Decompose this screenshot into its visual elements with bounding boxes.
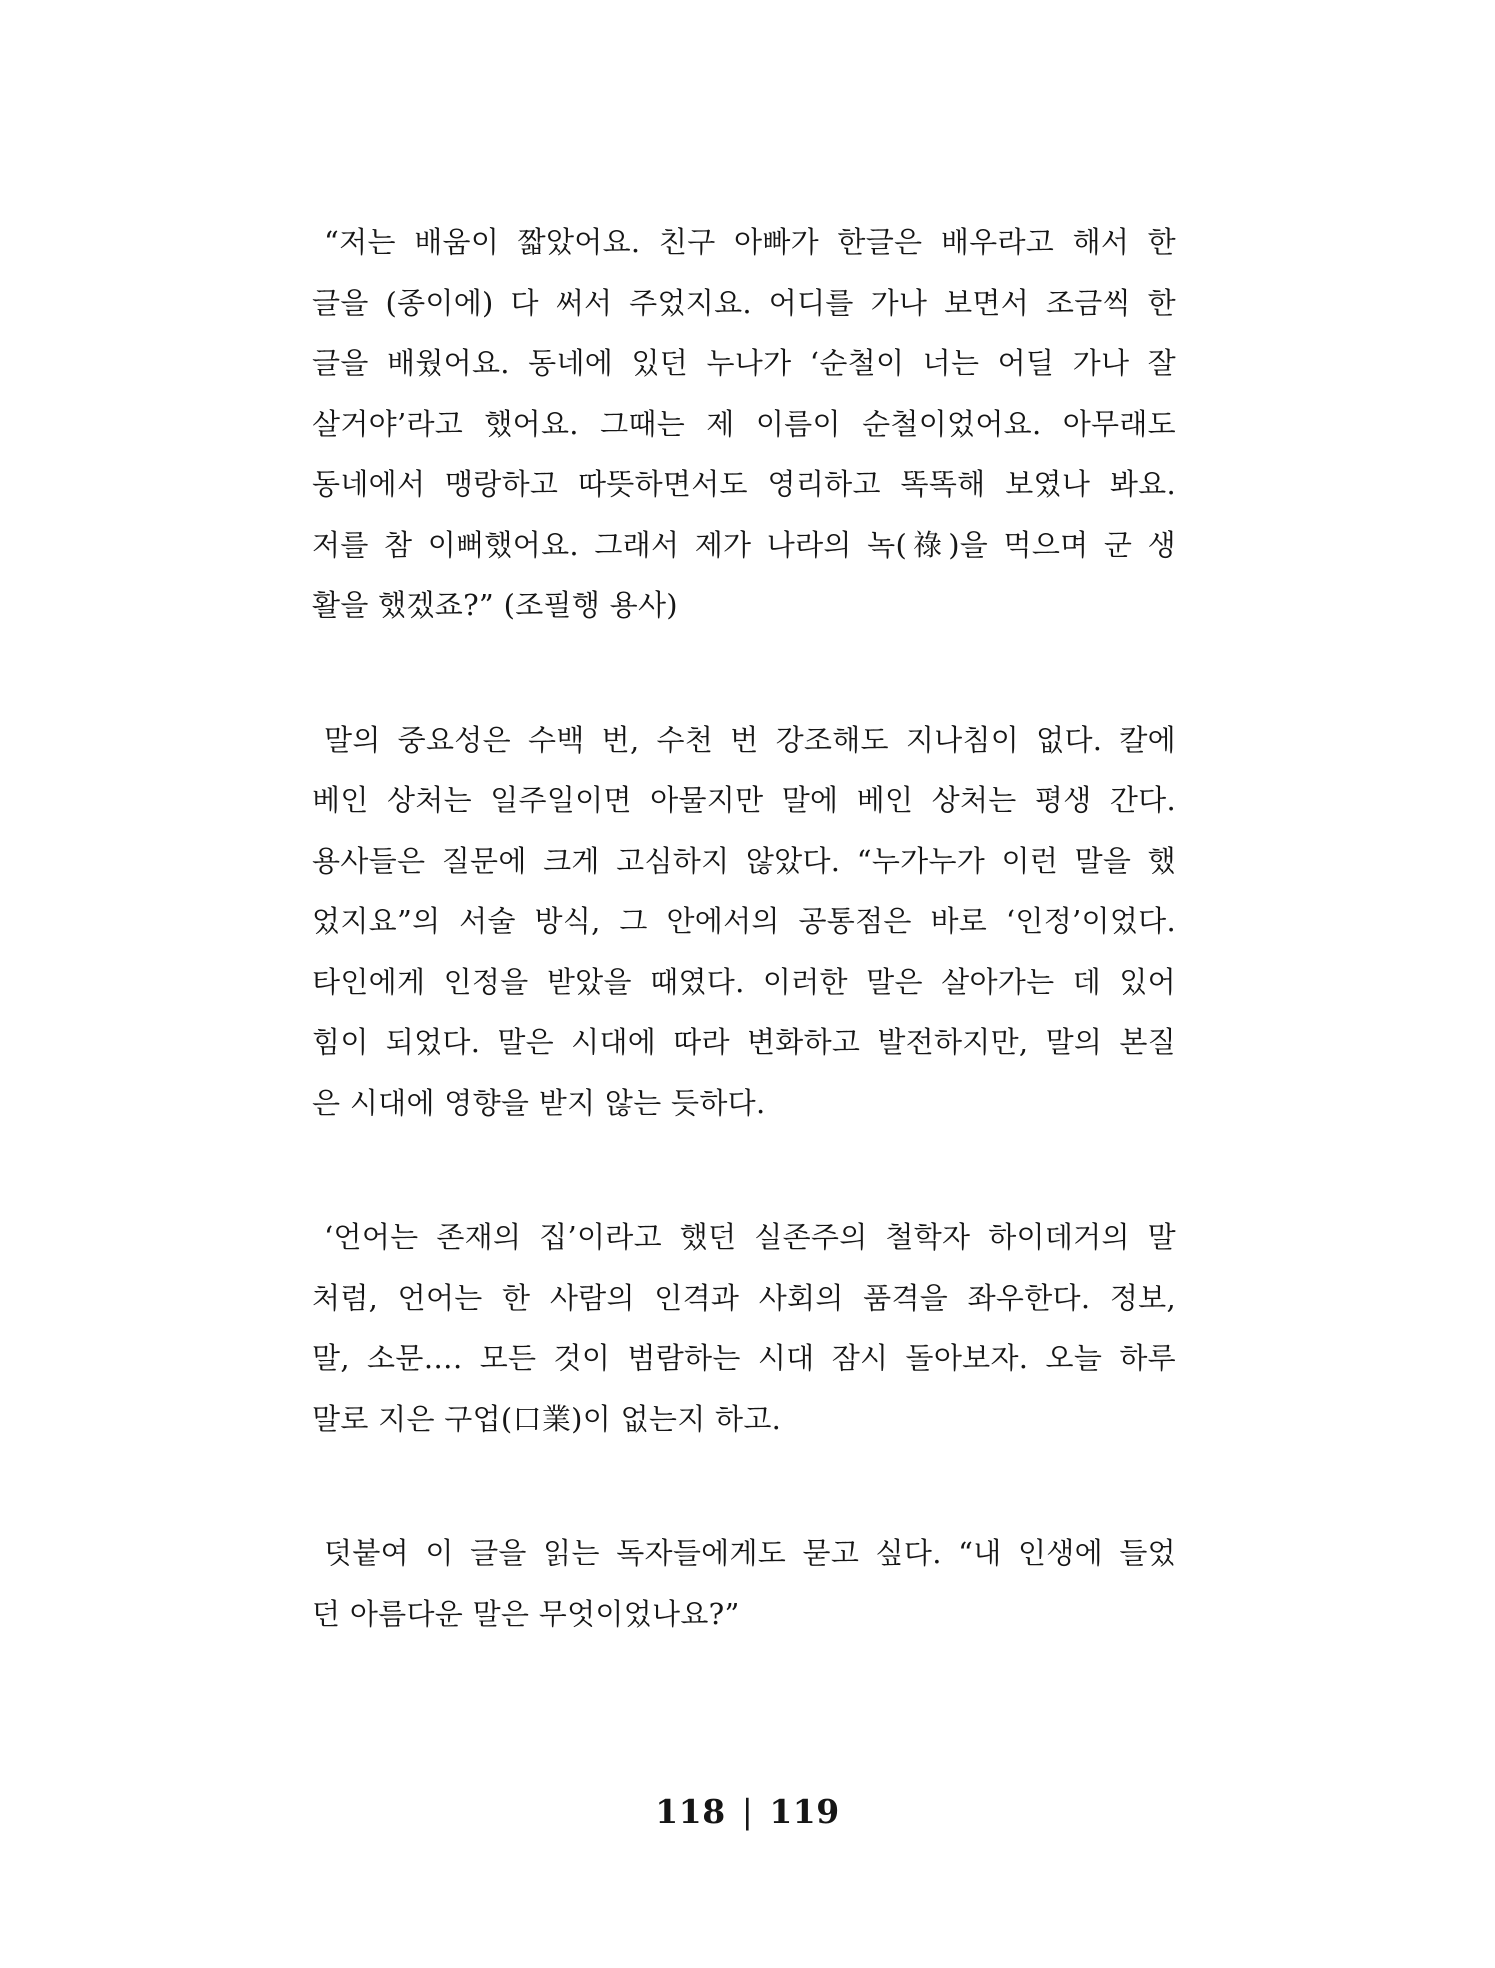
- text-line: 말의 중요성은 수백 번, 수천 번 강조해도 지나침이 없다. 칼에: [324, 722, 1176, 757]
- text-line: 베인 상처는 일주일이면 아물지만 말에 베인 상처는 평생 간다.: [312, 783, 1176, 817]
- text-line: “저는 배움이 짧았어요. 친구 아빠가 한글은 배우라고 해서 한: [324, 225, 1176, 259]
- text-line: 살거야’라고 했어요. 그때는 제 이름이 순철이었어요. 아무래도: [312, 406, 1176, 441]
- paragraph-question-to-reader: [312, 1523, 1176, 1644]
- text-line: 저를 참 이뻐했어요. 그래서 제가 나라의 녹(祿)을 먹으며 군 생: [312, 527, 1176, 562]
- text-line: 글을 배웠어요. 동네에 있던 누나가 ‘순철이 너는 어딜 가나 잘: [312, 346, 1176, 380]
- text-line: 말, 소문…. 모든 것이 범람하는 시대 잠시 돌아보자. 오늘 하루: [312, 1341, 1176, 1375]
- page-number-separator: |: [741, 1792, 754, 1831]
- paragraph-quote-jo: [312, 212, 1176, 636]
- page-number: [0, 1792, 1495, 1831]
- text-line: 동네에서 맹랑하고 따뜻하면서도 영리하고 똑똑해 보였나 봐요.: [312, 467, 1176, 501]
- text-line: ‘언어는 존재의 집’이라고 했던 실존주의 철학자 하이데거의 말: [324, 1220, 1176, 1254]
- text-line: 덧붙여 이 글을 읽는 독자들에게도 묻고 싶다. “내 인생에 들었: [324, 1536, 1176, 1570]
- paragraph-importance-of-words: [312, 710, 1176, 1134]
- page-number-left: 118: [655, 1792, 726, 1831]
- text-line: 활을 했겠죠?” (조필행 용사): [312, 588, 678, 622]
- text-line: 던 아름다운 말은 무엇이었나요?”: [312, 1596, 740, 1631]
- text-line: 처럼, 언어는 한 사람의 인격과 사회의 품격을 좌우한다. 정보,: [312, 1280, 1176, 1315]
- text-line: 글을 (종이에) 다 써서 주었지요. 어디를 가나 보면서 조금씩 한: [312, 285, 1176, 320]
- text-line: 말로 지은 구업(口業)이 없는지 하고.: [312, 1401, 782, 1436]
- text-line: 타인에게 인정을 받았을 때였다. 이러한 말은 살아가는 데 있어: [312, 964, 1176, 999]
- text-line: 용사들은 질문에 크게 고심하지 않았다. “누가누가 이런 말을 했: [312, 843, 1176, 878]
- text-line: 었지요”의 서술 방식, 그 안에서의 공통점은 바로 ‘인정’이었다.: [312, 904, 1176, 938]
- paragraph-language-house: [312, 1207, 1176, 1449]
- body-text: [312, 212, 1176, 1718]
- text-line: 힘이 되었다. 말은 시대에 따라 변화하고 발전하지만, 말의 본질: [312, 1025, 1176, 1059]
- text-line: 은 시대에 영향을 받지 않는 듯하다.: [312, 1085, 766, 1120]
- page-number-right: 119: [769, 1792, 840, 1831]
